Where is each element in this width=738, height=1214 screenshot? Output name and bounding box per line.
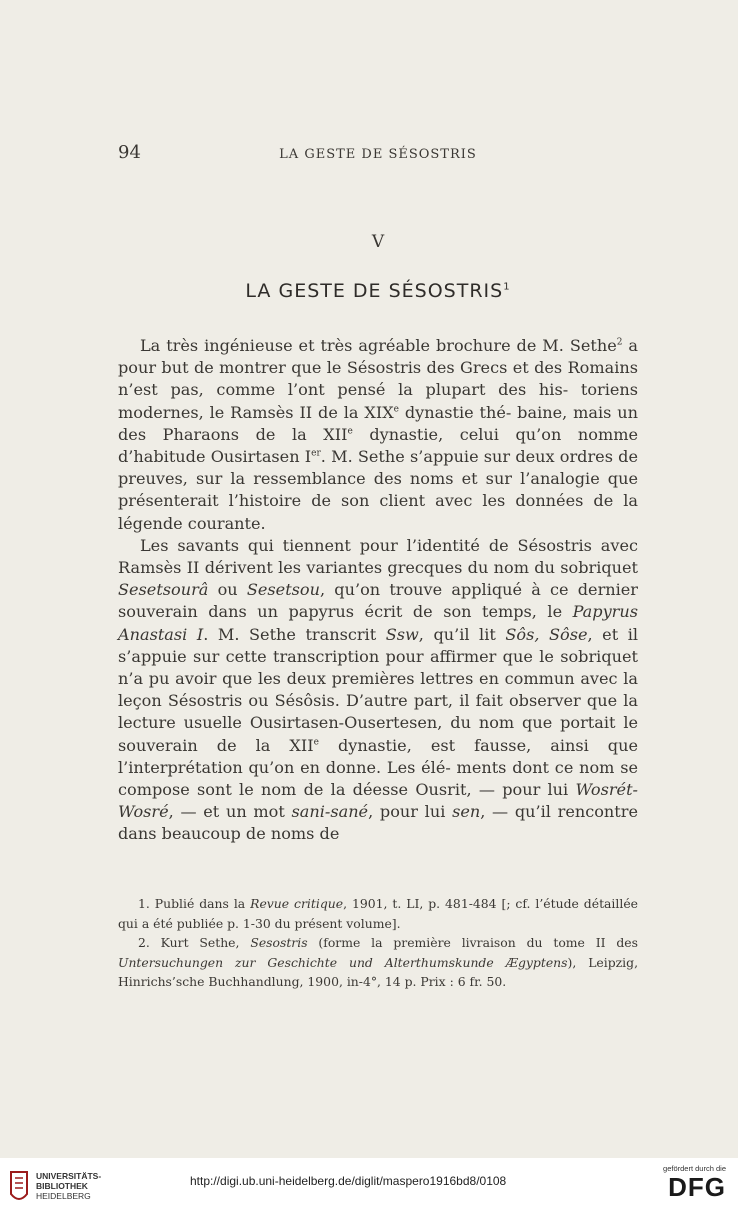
body-text — [118, 335, 638, 846]
library-name — [36, 1171, 101, 1201]
p1-sup-3: er — [311, 448, 321, 459]
fn2-seg-a: 2. Kurt Sethe, — [138, 935, 251, 950]
fn2-seg-c: ), Leipzig, Hinrichs’sche Buchhandlung, 1900, in-4°, 14 p. Prix : 6 fr. 50. — [118, 954, 639, 989]
p2-italic-5: Sôs, Sôse — [505, 624, 588, 644]
footnote-ref-2: 2 — [616, 337, 623, 348]
fn1-seg-b: , 1901, t. LI, p. 481-484 [; cf. l’étude détaillée qui a été publiée p. 1-30 du présent volume]. — [118, 896, 638, 931]
p2-seg-i: , pour lui — [368, 802, 453, 822]
p2-seg-d: . M. Sethe transcrit — [203, 624, 386, 644]
p2-seg-b: ou — [208, 580, 247, 600]
fn2-italic-1: Sesostris — [250, 935, 308, 950]
p2-seg-g: dynastie, est fausse, ainsi que l’interprétation qu’on en donne. Les élé- ments dont ce nom se compose sont le nom de la déesse Ousrit, — pour lui — [118, 735, 638, 800]
funder-note: gefördert durch die — [663, 1164, 726, 1173]
fn2-seg-b: (forme la première livraison du tome II des — [307, 935, 639, 950]
p1-sup-2: e — [347, 426, 353, 437]
chapter-title-text: LA GESTE DE SÉSOSTRIS — [245, 280, 504, 302]
library-line-1: UNIVERSITÄTS- — [36, 1171, 102, 1181]
running-title: LA GESTE DE SÉSOSTRIS — [279, 147, 477, 162]
p2-seg-c: , qu’on trouve appliqué à ce dernier souverain dans un papyrus écrit de son temps, le — [118, 580, 638, 622]
footer-bar — [0, 1158, 738, 1214]
paragraph-2 — [118, 535, 638, 846]
p2-italic-8: sen — [452, 802, 481, 822]
p1-seg-a: La très ingénieuse et très agréable brochure de M. Sethe — [140, 336, 617, 355]
fn1-italic: Revue critique — [250, 896, 344, 911]
footnote-2 — [118, 933, 638, 992]
p2-sup: e — [313, 737, 319, 748]
p2-italic-6: Wosrét-Wosré — [118, 780, 638, 822]
p2-italic-3: Papyrus Anastasi I — [118, 602, 638, 644]
p2-seg-h: , — et un mot — [168, 802, 292, 822]
footnotes — [118, 894, 638, 992]
p2-seg-f: , et il s’appuie sur cette transcription pour affirmer que le sobriquet n’a pu avoir que les deux premières lettres en commun avec la leçon Sésostris ou Sésôsis. D’autre part, il fait observer que la lecture usuelle Ousirtasen-Ousertesen, du nom que portait le souverain de la XII — [118, 624, 639, 755]
p2-italic-4: Ssw — [385, 624, 419, 644]
footnote-ref-1: 1 — [503, 281, 511, 293]
p2-seg-j: , — qu’il rencontre dans beaucoup de noms de — [118, 802, 638, 844]
footnote-1 — [118, 894, 638, 933]
library-line-3: HEIDELBERG — [36, 1191, 91, 1201]
permalink-url[interactable]: http://digi.ub.uni-heidelberg.de/diglit/maspero1916bd8/0108 — [190, 1174, 507, 1188]
p1-sup-1: e — [393, 404, 399, 415]
fn1-seg-a: 1. Publié dans la — [138, 896, 251, 911]
p2-italic-1: Sesetsourâ — [118, 580, 209, 600]
p1-seg-e: . M. Sethe s’appuie sur deux ordres de preuves, sur la ressemblance des noms et sur l’analogie que présenterait l’histoire de son client avec les données de la légende courante. — [118, 447, 638, 533]
p2-italic-7: sani-sané — [291, 802, 369, 822]
p1-seg-b: a pour but de montrer que le Sésostris des Grecs et des Romains n’est pas, comme l’ont pensé la plupart des his- toriens modernes, le Ramsès II de la XIX — [118, 336, 638, 422]
chapter-number: V — [371, 232, 385, 252]
page-number: 94 — [118, 142, 141, 163]
p2-seg-e: , qu’il lit — [418, 624, 506, 644]
dfg-wordmark: DFG — [668, 1172, 726, 1202]
library-line-2: BIBLIOTHEK — [36, 1181, 88, 1191]
p2-seg-a: Les savants qui tiennent pour l’identité de Sésostris avec Ramsès II dérivent les variantes grecques du nom du sobriquet — [118, 535, 638, 578]
running-head — [118, 143, 638, 163]
paragraph-1 — [118, 335, 638, 535]
dfg-logo[interactable] — [642, 1164, 726, 1201]
fn2-italic-2: Untersuchungen zur Geschichte und Alterthumskunde Ægyptens — [118, 954, 568, 970]
university-library-logo[interactable] — [8, 1168, 178, 1208]
library-seal-icon — [8, 1170, 30, 1204]
p1-seg-c: dynastie thé- baine, mais un des Pharaons de la XII — [118, 402, 638, 444]
p2-italic-2: Sesetsou — [246, 580, 320, 600]
chapter-title — [118, 280, 638, 302]
p1-seg-d: dynastie, celui qu’on nomme d’habitude Ousirtasen I — [118, 424, 638, 467]
